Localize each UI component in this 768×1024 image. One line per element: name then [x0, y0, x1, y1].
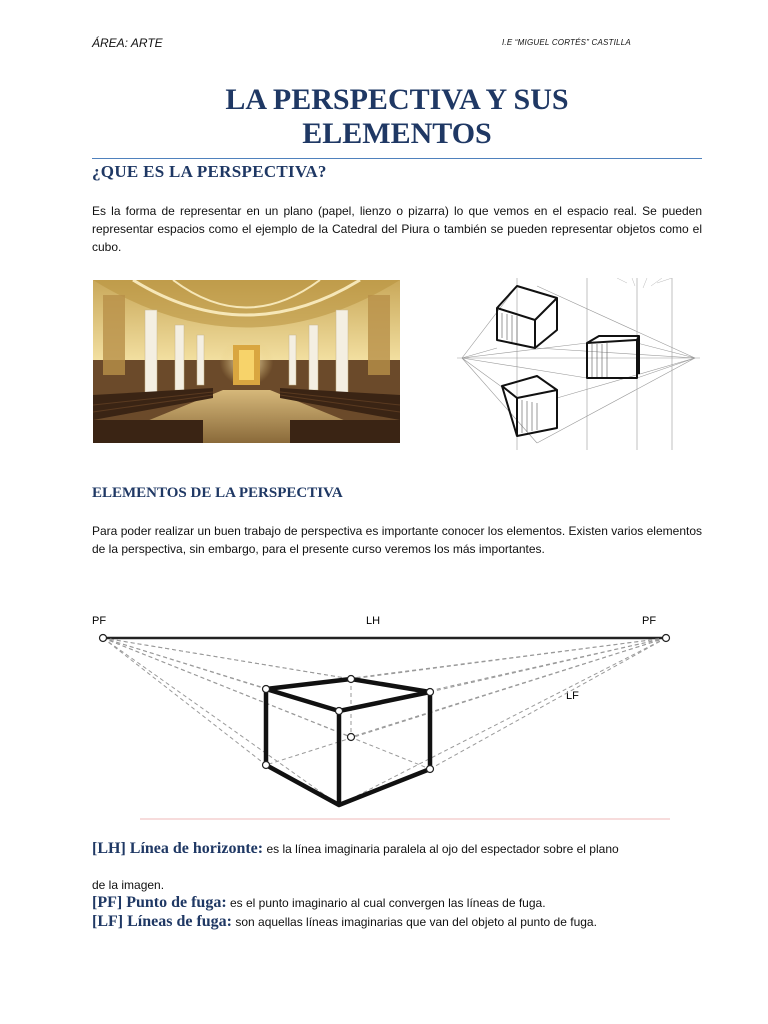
title-divider — [92, 158, 702, 159]
section-heading-what-is: ¿QUE ES LA PERSPECTIVA? — [92, 162, 327, 181]
school-name: I.E “MIGUEL CORTÉS” CASTILLA — [502, 38, 631, 47]
definition-lf — [92, 913, 702, 931]
cube-outline — [266, 679, 430, 805]
definition-text: son aquellas líneas imaginarias que van del objeto al punto de fuga. — [235, 915, 597, 929]
title-line-1: LA PERSPECTIVA Y SUS — [225, 83, 569, 116]
subject-area: ÁREA: ARTE — [92, 36, 163, 50]
definition-pf — [92, 894, 702, 912]
title-line-2: ELEMENTOS — [302, 117, 492, 150]
definition-lh-continued: de la imagen. — [92, 878, 165, 892]
definition-term: [PF] Punto de fuga: — [92, 894, 227, 911]
definition-text: es la línea imaginaria paralela al ojo del espectador sobre el plano — [266, 842, 619, 856]
cube-sketch — [457, 278, 700, 450]
section-heading-elements: ELEMENTOS DE LA PERSPECTIVA — [92, 485, 343, 501]
definition-term: [LH] Línea de horizonte: — [92, 840, 264, 857]
section-paragraph-what-is: Es la forma de representar en un plano (papel, lienzo o pizarra) lo que vemos en el espacio real. Se pueden representar espacios como el ejemplo de la Catedral del Piura o también se pueden representar objetos como el cubo. — [92, 204, 702, 254]
definition-text: es el punto imaginario al cual convergen las líneas de fuga. — [230, 896, 546, 910]
perspective-diagram — [92, 605, 702, 827]
vanishing-lines — [103, 638, 666, 805]
label-lf: LF — [566, 690, 579, 702]
section-paragraph-elements: Para poder realizar un buen trabajo de perspectiva es importante conocer los elementos. Existen varios elementos de la perspectiva, sin embargo, para el presente curso veremos los más importantes. — [92, 524, 702, 556]
definition-lh — [92, 840, 702, 858]
label-pf-right: PF — [642, 615, 657, 627]
label-lh: LH — [366, 615, 381, 627]
label-pf-left: PF — [92, 615, 107, 627]
page-title — [92, 83, 702, 151]
definition-term: [LF] Líneas de fuga: — [92, 913, 232, 930]
cathedral-photo — [93, 280, 400, 443]
